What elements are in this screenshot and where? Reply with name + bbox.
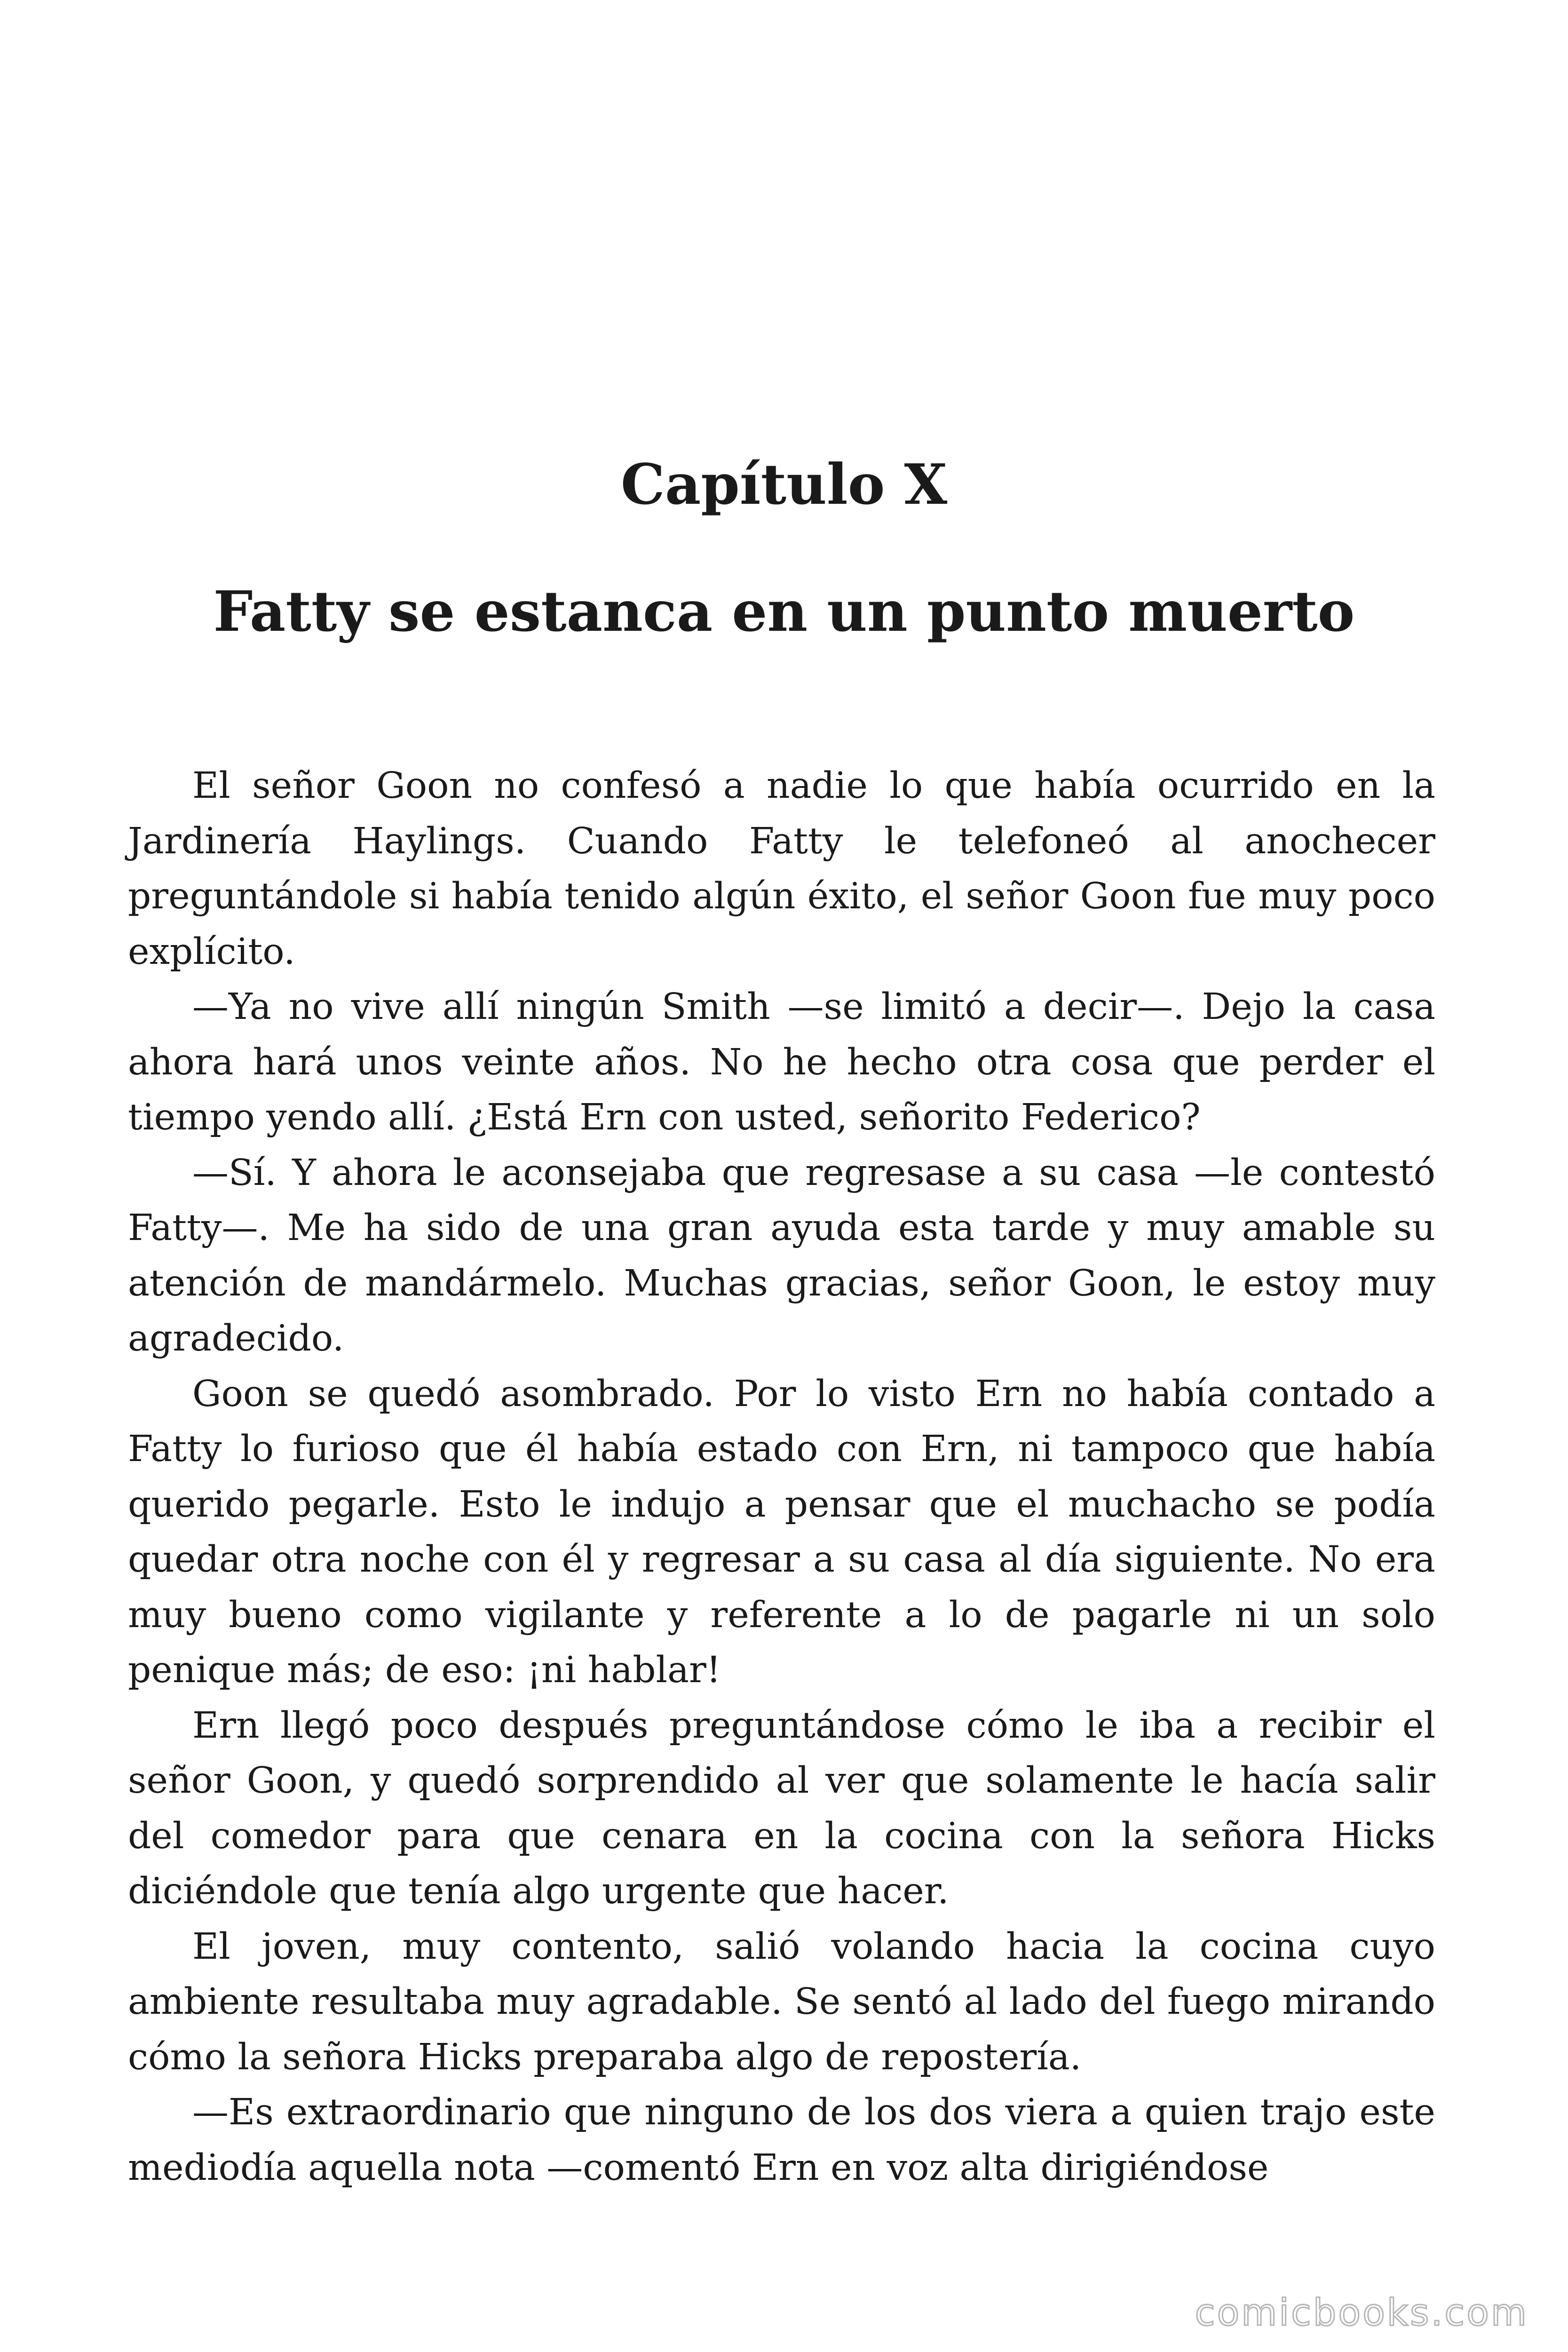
chapter-title: Fatty se estanca en un punto muerto <box>213 579 1355 644</box>
paragraph: —Ya no vive allí ningún Smith —se limitó a decir—. Dejo la casa ahora hará unos veinte años. No he hecho otra cosa que perder el tiempo yendo allí. ¿Está Ern con usted, señorito Federico? <box>128 986 1435 1138</box>
paragraph: Ern llegó poco después preguntándose cómo le iba a recibir el señor Goon, y quedó sorprendido al ver que solamente le hacía salir del comedor para que cenara en la cocina con la señora Hicks diciéndole que tenía algo urgente que hacer. <box>128 1704 1435 1912</box>
paragraph: —Es extraordinario que ninguno de los dos viera a quien trajo este mediodía aquella nota —comentó Ern en voz alta dirigiéndose <box>128 2091 1435 2189</box>
paragraph: —Sí. Y ahora le aconsejaba que regresase a su casa —le contestó Fatty—. Me ha sido de una gran ayuda esta tarde y muy amable su atención de mandármelo. Muchas gracias, señor Goon, le estoy muy agradecido. <box>128 1152 1435 1359</box>
site-watermark: comicbooks.com <box>1195 2292 1528 2334</box>
paragraph: El joven, muy contento, salió volando hacia la cocina cuyo ambiente resultaba muy agradable. Se sentó al lado del fuego mirando cómo la señora Hicks preparaba algo de repostería. <box>128 1925 1435 2078</box>
paragraph: Goon se quedó asombrado. Por lo visto Ern no había contado a Fatty lo furioso que él había estado con Ern, ni tampoco que había querido pegarle. Esto le indujo a pensar que el muchacho se podía quedar otra noche con él y regresar a su casa al día siguiente. No era muy bueno como vigilante y referente a lo de pagarle ni un solo penique más; de eso: ¡ni hablar! <box>128 1373 1435 1691</box>
paragraph: El señor Goon no confesó a nadie lo que había ocurrido en la Jardinería Haylings. Cuando Fatty le telefoneó al anochecer preguntándole si había tenido algún éxito, el señor Goon fue muy poco explícito. <box>128 765 1435 973</box>
chapter-body <box>128 758 1435 2195</box>
chapter-number: Capítulo X <box>620 452 948 517</box>
